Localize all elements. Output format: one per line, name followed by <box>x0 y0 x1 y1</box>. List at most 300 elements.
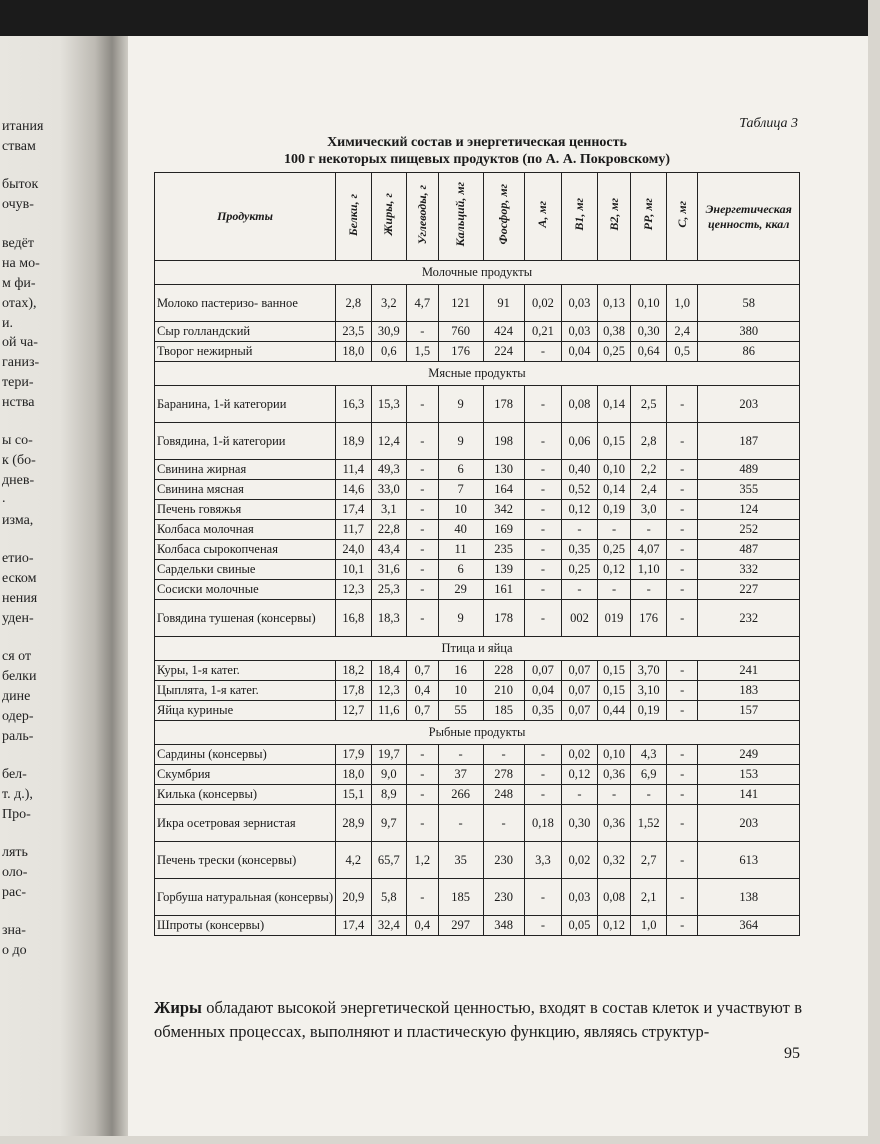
value-cell: 0,25 <box>597 342 631 362</box>
value-cell: 0,07 <box>562 681 598 701</box>
value-cell: - <box>666 661 697 681</box>
value-cell: - <box>407 560 438 580</box>
value-cell: - <box>666 765 697 785</box>
value-cell: 28,9 <box>336 805 372 842</box>
left-page-fragment: рас- <box>2 885 27 900</box>
value-cell: 364 <box>698 916 800 936</box>
value-cell: - <box>562 520 598 540</box>
value-cell: 1,0 <box>631 916 667 936</box>
value-cell: 124 <box>698 500 800 520</box>
value-cell: 24,0 <box>336 540 372 560</box>
value-cell: 203 <box>698 386 800 423</box>
value-cell: 9,7 <box>371 805 407 842</box>
value-cell: 4,2 <box>336 842 372 879</box>
value-cell: - <box>407 460 438 480</box>
value-cell: - <box>666 500 697 520</box>
value-cell: 30,9 <box>371 322 407 342</box>
value-cell: 0,36 <box>597 765 631 785</box>
value-cell: 15,3 <box>371 386 407 423</box>
value-cell: 249 <box>698 745 800 765</box>
section-title: Рыбные продукты <box>155 721 800 745</box>
section-title: Птица и яйца <box>155 637 800 661</box>
column-header <box>631 173 667 261</box>
product-name-cell: Шпроты (консервы) <box>155 916 336 936</box>
value-cell: 185 <box>438 879 483 916</box>
product-name-cell: Говядина, 1-й категории <box>155 423 336 460</box>
section-title: Молочные продукты <box>155 261 800 285</box>
value-cell: 2,4 <box>666 322 697 342</box>
table-row <box>155 842 800 879</box>
table-row <box>155 805 800 842</box>
value-cell: - <box>631 580 667 600</box>
value-cell: 86 <box>698 342 800 362</box>
left-page-fragment: т. д.), <box>2 787 33 802</box>
value-cell: 0,15 <box>597 661 631 681</box>
column-header <box>597 173 631 261</box>
value-cell: - <box>524 386 561 423</box>
value-cell: - <box>524 540 561 560</box>
value-cell: 198 <box>483 423 524 460</box>
value-cell: 3,3 <box>524 842 561 879</box>
value-cell: 5,8 <box>371 879 407 916</box>
product-name-cell: Сыр голландский <box>155 322 336 342</box>
value-cell: - <box>524 765 561 785</box>
value-cell: - <box>483 745 524 765</box>
value-cell: 1,10 <box>631 560 667 580</box>
value-cell: - <box>524 560 561 580</box>
table-row <box>155 600 800 637</box>
value-cell: 0,14 <box>597 480 631 500</box>
value-cell: 230 <box>483 842 524 879</box>
section-title: Мясные продукты <box>155 362 800 386</box>
value-cell: - <box>562 785 598 805</box>
value-cell: 14,6 <box>336 480 372 500</box>
product-name-cell: Яйца куриные <box>155 701 336 721</box>
value-cell: 178 <box>483 600 524 637</box>
value-cell: 228 <box>483 661 524 681</box>
value-cell: 019 <box>597 600 631 637</box>
left-page-fragment: Про- <box>2 807 31 822</box>
value-cell: - <box>666 805 697 842</box>
value-cell: - <box>666 423 697 460</box>
left-page-fragment: одер- <box>2 709 34 724</box>
value-cell: 0,25 <box>562 560 598 580</box>
value-cell: 9 <box>438 386 483 423</box>
scan-bottom-edge <box>0 1136 880 1144</box>
value-cell: 0,30 <box>631 322 667 342</box>
value-cell: - <box>407 879 438 916</box>
value-cell: 11,6 <box>371 701 407 721</box>
value-cell: - <box>666 520 697 540</box>
value-cell: - <box>438 745 483 765</box>
column-header-label: РР, мг <box>641 198 656 231</box>
left-page-fragment: нства <box>2 395 35 410</box>
value-cell: 9,0 <box>371 765 407 785</box>
left-page-fragment: очув- <box>2 197 34 212</box>
left-page-edge <box>0 36 128 1136</box>
left-page-fragment: бел- <box>2 767 27 782</box>
left-page-fragment: на мо- <box>2 256 40 271</box>
value-cell: 8,9 <box>371 785 407 805</box>
left-page-fragment: нения <box>2 591 38 606</box>
value-cell: 161 <box>483 580 524 600</box>
value-cell: - <box>524 500 561 520</box>
left-page-fragment: изма, <box>2 513 34 528</box>
table-row <box>155 423 800 460</box>
body-paragraph-bold: Жиры <box>154 998 202 1017</box>
value-cell: 0,02 <box>524 285 561 322</box>
column-header <box>698 173 800 261</box>
value-cell: 3,0 <box>631 500 667 520</box>
value-cell: 2,1 <box>631 879 667 916</box>
value-cell: - <box>666 785 697 805</box>
left-page-fragment: уден- <box>2 611 34 626</box>
value-cell: 203 <box>698 805 800 842</box>
value-cell: - <box>597 520 631 540</box>
product-name-cell: Творог нежирный <box>155 342 336 362</box>
value-cell: 2,5 <box>631 386 667 423</box>
table-row <box>155 386 800 423</box>
product-name-cell: Молоко пастеризо- ванное <box>155 285 336 322</box>
value-cell: 6,9 <box>631 765 667 785</box>
value-cell: 58 <box>698 285 800 322</box>
value-cell: 227 <box>698 580 800 600</box>
value-cell: 6 <box>438 460 483 480</box>
value-cell: 4,07 <box>631 540 667 560</box>
product-name-cell: Свинина жирная <box>155 460 336 480</box>
left-page-fragment: ы со- <box>2 433 33 448</box>
value-cell: - <box>524 580 561 600</box>
value-cell: 1,2 <box>407 842 438 879</box>
value-cell: 241 <box>698 661 800 681</box>
value-cell: - <box>666 879 697 916</box>
value-cell: 0,07 <box>562 701 598 721</box>
left-page-fragment: белки <box>2 669 37 684</box>
value-cell: 11,7 <box>336 520 372 540</box>
product-name-cell: Печень говяжья <box>155 500 336 520</box>
left-page-fragment: отах), <box>2 296 37 311</box>
value-cell: 0,03 <box>562 322 598 342</box>
column-header-label: А, мг <box>535 201 550 228</box>
value-cell: 12,3 <box>371 681 407 701</box>
value-cell: 65,7 <box>371 842 407 879</box>
value-cell: 32,4 <box>371 916 407 936</box>
value-cell: 17,9 <box>336 745 372 765</box>
value-cell: 0,12 <box>562 765 598 785</box>
value-cell: - <box>524 785 561 805</box>
left-page-fragment: зна- <box>2 923 26 938</box>
value-cell: 613 <box>698 842 800 879</box>
column-header-label: С, мг <box>674 201 689 228</box>
value-cell: 183 <box>698 681 800 701</box>
value-cell: 297 <box>438 916 483 936</box>
value-cell: 185 <box>483 701 524 721</box>
table-row <box>155 765 800 785</box>
table-row <box>155 342 800 362</box>
value-cell: 23,5 <box>336 322 372 342</box>
value-cell: 0,10 <box>631 285 667 322</box>
value-cell: 0,12 <box>562 500 598 520</box>
value-cell: 18,4 <box>371 661 407 681</box>
left-page-fragment: еском <box>2 571 37 586</box>
value-cell: 10,1 <box>336 560 372 580</box>
product-name-cell: Килька (консервы) <box>155 785 336 805</box>
column-header-label: Белки, г <box>345 193 360 236</box>
value-cell: - <box>666 460 697 480</box>
value-cell: 0,30 <box>562 805 598 842</box>
scan-right-edge <box>868 0 880 1144</box>
value-cell: 3,2 <box>371 285 407 322</box>
table-row <box>155 580 800 600</box>
value-cell: 487 <box>698 540 800 560</box>
value-cell: 0,7 <box>407 661 438 681</box>
value-cell: 2,4 <box>631 480 667 500</box>
value-cell: - <box>407 540 438 560</box>
value-cell: 0,38 <box>597 322 631 342</box>
table-row <box>155 460 800 480</box>
value-cell: - <box>407 600 438 637</box>
value-cell: 17,4 <box>336 916 372 936</box>
table-header-row <box>155 173 800 261</box>
table-row <box>155 480 800 500</box>
product-name-cell: Говядина тушеная (консервы) <box>155 600 336 637</box>
value-cell: 0,64 <box>631 342 667 362</box>
table-title-line: Химический состав и энергетическая ценность <box>327 135 627 150</box>
value-cell: 355 <box>698 480 800 500</box>
value-cell: 12,7 <box>336 701 372 721</box>
column-header <box>666 173 697 261</box>
value-cell: 489 <box>698 460 800 480</box>
value-cell: 91 <box>483 285 524 322</box>
value-cell: 0,35 <box>562 540 598 560</box>
section-row <box>155 261 800 285</box>
value-cell: 169 <box>483 520 524 540</box>
value-cell: 0,25 <box>597 540 631 560</box>
value-cell: 0,08 <box>597 879 631 916</box>
value-cell: 348 <box>483 916 524 936</box>
left-page-fragment: . <box>2 491 6 506</box>
value-cell: 139 <box>483 560 524 580</box>
table-row <box>155 681 800 701</box>
value-cell: 278 <box>483 765 524 785</box>
left-page-fragment: ствам <box>2 139 36 154</box>
value-cell: 252 <box>698 520 800 540</box>
value-cell: 3,1 <box>371 500 407 520</box>
value-cell: 10 <box>438 500 483 520</box>
value-cell: 18,2 <box>336 661 372 681</box>
table-body <box>155 261 800 936</box>
product-name-cell: Колбаса молочная <box>155 520 336 540</box>
value-cell: 1,5 <box>407 342 438 362</box>
value-cell: 18,0 <box>336 765 372 785</box>
value-cell: 0,7 <box>407 701 438 721</box>
left-page-fragment: днев- <box>2 473 35 488</box>
column-header <box>562 173 598 261</box>
value-cell: 0,06 <box>562 423 598 460</box>
value-cell: - <box>631 520 667 540</box>
value-cell: - <box>524 342 561 362</box>
value-cell: 0,10 <box>597 745 631 765</box>
value-cell: 0,40 <box>562 460 598 480</box>
value-cell: 153 <box>698 765 800 785</box>
value-cell: - <box>407 480 438 500</box>
value-cell: 130 <box>483 460 524 480</box>
value-cell: 0,4 <box>407 681 438 701</box>
value-cell: 20,9 <box>336 879 372 916</box>
value-cell: - <box>597 580 631 600</box>
value-cell: 332 <box>698 560 800 580</box>
left-page-fragment: итания <box>2 119 44 134</box>
table-title <box>154 134 800 168</box>
value-cell: 16,3 <box>336 386 372 423</box>
value-cell: - <box>666 681 697 701</box>
product-name-cell: Горбуша натуральная (консервы) <box>155 879 336 916</box>
table-row <box>155 661 800 681</box>
left-page-fragment: лять <box>2 845 28 860</box>
value-cell: - <box>407 322 438 342</box>
value-cell: 17,4 <box>336 500 372 520</box>
value-cell: 0,03 <box>562 285 598 322</box>
product-name-cell: Колбаса сырокопченая <box>155 540 336 560</box>
column-header-label: В1, мг <box>571 198 586 231</box>
value-cell: - <box>407 745 438 765</box>
value-cell: 40 <box>438 520 483 540</box>
section-row <box>155 721 800 745</box>
value-cell: - <box>524 916 561 936</box>
value-cell: 0,07 <box>524 661 561 681</box>
value-cell: 235 <box>483 540 524 560</box>
value-cell: 0,32 <box>597 842 631 879</box>
value-cell: 43,4 <box>371 540 407 560</box>
left-page-fragment: ся от <box>2 649 32 664</box>
value-cell: - <box>666 560 697 580</box>
value-cell: - <box>666 580 697 600</box>
value-cell: 0,05 <box>562 916 598 936</box>
value-cell: 0,14 <box>597 386 631 423</box>
value-cell: - <box>666 916 697 936</box>
value-cell: - <box>524 460 561 480</box>
value-cell: - <box>407 785 438 805</box>
value-cell: 121 <box>438 285 483 322</box>
value-cell: - <box>524 745 561 765</box>
value-cell: 6 <box>438 560 483 580</box>
value-cell: 0,19 <box>631 701 667 721</box>
value-cell: - <box>407 520 438 540</box>
value-cell: - <box>524 520 561 540</box>
table-row <box>155 520 800 540</box>
value-cell: 760 <box>438 322 483 342</box>
value-cell: 37 <box>438 765 483 785</box>
value-cell: 2,8 <box>336 285 372 322</box>
value-cell: - <box>666 386 697 423</box>
value-cell: 0,02 <box>562 842 598 879</box>
left-page-fragment: и. <box>2 316 13 331</box>
column-header <box>407 173 438 261</box>
column-header <box>371 173 407 261</box>
page-number: 95 <box>784 1045 800 1062</box>
value-cell: 16,8 <box>336 600 372 637</box>
value-cell: - <box>407 580 438 600</box>
table-row <box>155 285 800 322</box>
product-name-cell: Сосиски молочные <box>155 580 336 600</box>
column-header <box>483 173 524 261</box>
value-cell: 0,35 <box>524 701 561 721</box>
product-name-cell: Скумбрия <box>155 765 336 785</box>
value-cell: - <box>524 480 561 500</box>
value-cell: 0,12 <box>597 560 631 580</box>
value-cell: 22,8 <box>371 520 407 540</box>
section-row <box>155 637 800 661</box>
value-cell: - <box>666 842 697 879</box>
column-header-label: Продукты <box>217 209 273 223</box>
value-cell: 0,15 <box>597 423 631 460</box>
value-cell: 176 <box>438 342 483 362</box>
value-cell: 0,10 <box>597 460 631 480</box>
value-cell: 176 <box>631 600 667 637</box>
left-page-fragment: ганиз- <box>2 355 40 370</box>
value-cell: 380 <box>698 322 800 342</box>
value-cell: 0,21 <box>524 322 561 342</box>
table-row <box>155 916 800 936</box>
column-header <box>438 173 483 261</box>
value-cell: - <box>666 600 697 637</box>
column-header-label: Жиры, г <box>381 193 396 236</box>
column-header-label: В2, мг <box>606 198 621 231</box>
value-cell: 138 <box>698 879 800 916</box>
value-cell: 0,03 <box>562 879 598 916</box>
value-cell: 18,3 <box>371 600 407 637</box>
table-title-line: 100 г некоторых пищевых продуктов (по А. А. Покровскому) <box>283 152 670 167</box>
value-cell: 16 <box>438 661 483 681</box>
value-cell: 230 <box>483 879 524 916</box>
value-cell: - <box>483 805 524 842</box>
value-cell: 0,5 <box>666 342 697 362</box>
value-cell: - <box>631 785 667 805</box>
value-cell: 9 <box>438 423 483 460</box>
value-cell: 1,52 <box>631 805 667 842</box>
value-cell: 248 <box>483 785 524 805</box>
table-row <box>155 540 800 560</box>
value-cell: 18,9 <box>336 423 372 460</box>
value-cell: 266 <box>438 785 483 805</box>
left-page-fragment: раль- <box>2 729 34 744</box>
value-cell: 141 <box>698 785 800 805</box>
table-row <box>155 322 800 342</box>
table-row <box>155 701 800 721</box>
value-cell: 11 <box>438 540 483 560</box>
value-cell: 0,04 <box>524 681 561 701</box>
value-cell: 0,12 <box>597 916 631 936</box>
value-cell: 232 <box>698 600 800 637</box>
column-header-label: Углеводы, г <box>414 184 429 245</box>
value-cell: - <box>438 805 483 842</box>
value-cell: 7 <box>438 480 483 500</box>
value-cell: - <box>524 879 561 916</box>
column-header-label: Фосфор, мг <box>496 184 511 245</box>
value-cell: 0,44 <box>597 701 631 721</box>
value-cell: 164 <box>483 480 524 500</box>
value-cell: - <box>407 805 438 842</box>
value-cell: 424 <box>483 322 524 342</box>
value-cell: 178 <box>483 386 524 423</box>
value-cell: 0,18 <box>524 805 561 842</box>
value-cell: - <box>666 701 697 721</box>
value-cell: 342 <box>483 500 524 520</box>
left-page-fragment: дине <box>2 689 31 704</box>
value-cell: 0,4 <box>407 916 438 936</box>
value-cell: 31,6 <box>371 560 407 580</box>
column-header <box>155 173 336 261</box>
